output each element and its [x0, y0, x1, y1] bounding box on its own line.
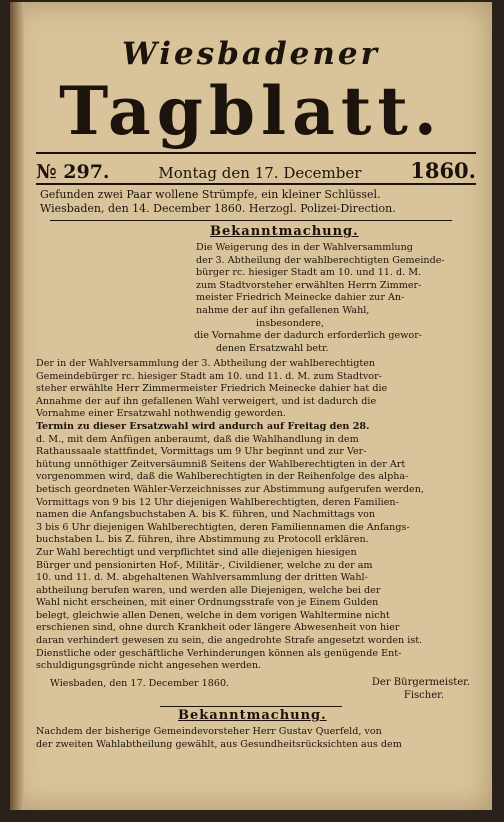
body-line: Zur Wahl berechtigt und verpflichtet sind alle diejenigen hiesigen: [36, 546, 357, 558]
body-line: d. M., mit dem Anfügen anberaumt, daß die Wahlhandlung in dem: [36, 433, 359, 445]
notice-line: Wiesbaden, den 14. December 1860. Herzogl. Polizei-Direction.: [40, 202, 396, 215]
issue-date: Montag den 17. December: [158, 164, 362, 182]
notice-line: Gefunden zwei Paar wollene Strümpfe, ein kleiner Schlüssel.: [40, 188, 381, 201]
body-line: betisch geordneten Wähler-Verzeichnisses zur Abstimmung aufgerufen werden,: [36, 483, 424, 495]
body-line: namen die Anfangsbuchstaben A. bis K. führen, und Nachmittags von: [36, 509, 376, 521]
body-line: hütung unnöthiger Zeitversäumniß Seitens der Wahlberechtigten in der Art: [36, 458, 406, 470]
notice1-subject: [196, 242, 474, 355]
body-line: Dienstliche oder geschäftliche Verhinderungen können als genügende Ent-: [36, 647, 402, 659]
body-line: Wahl nicht erscheinen, mit einer Ordnungsstrafe von je Einem Gulden: [36, 597, 379, 609]
signature-name: Fischer.: [403, 690, 444, 701]
masthead-title: Tagblatt.: [59, 72, 443, 150]
body-line: daran verhindert gewesen zu sein, die angedrohte Strafe angesetzt worden ist.: [36, 635, 423, 647]
rule-above-dateline: [36, 152, 476, 154]
subject-line: insbesondere,: [256, 317, 324, 329]
body-line: 3 bis 6 Uhr diejenigen Wahlberechtigten, deren Familiennamen die Anfangs-: [36, 521, 410, 533]
body-line: Nachdem der bisherige Gemeindevorsteher Herr Gustav Querfeld, von: [36, 726, 382, 737]
signature-title: Der Bürgermeister.: [371, 677, 470, 688]
section-divider: [50, 220, 452, 221]
notice2-heading: Bekanntmachung.: [178, 708, 327, 723]
subject-line: nahme der auf ihn gefallenen Wahl,: [196, 304, 370, 316]
body-line: steher erwählte Herr Zimmermeister Friedrich Meinecke dahier hat die: [36, 383, 388, 395]
notice2-body: [36, 726, 474, 751]
body-line: Bürger und pensionirten Hof-, Militär-, Civildiener, welche zu der am: [36, 559, 373, 571]
subject-line: meister Friedrich Meinecke dahier zur An-: [196, 292, 405, 304]
body-line: Rathaussaale stattfindet, Vormittags um 9 Uhr beginnt und zur Ver-: [36, 446, 367, 458]
subject-line: der 3. Abtheilung der wahlberechtigten Gemeinde-: [196, 254, 445, 266]
body-line: buchstaben L. bis Z. führen, ihre Abstimmung zu Protocoll erklären.: [36, 534, 369, 546]
body-line: vorgenommen wird, daß die Wahlberechtigten in der Reihenfolge des alpha-: [36, 471, 409, 483]
section-divider: [160, 706, 342, 707]
body-line: Annahme der auf ihn gefallenen Wahl verweigert, und ist dadurch die: [36, 395, 377, 407]
body-line: der zweiten Wahlabtheilung gewählt, aus Gesundheitsrücksichten aus dem: [36, 738, 402, 750]
body-line: Vormittags von 9 bis 12 Uhr diejenigen Wahlberechtigten, deren Familien-: [36, 496, 399, 508]
body-line: Der in der Wahlversammlung der 3. Abtheilung der wahlberechtigten: [36, 358, 376, 369]
issue-year: 1860.: [410, 158, 476, 183]
subject-line: die Vornahme der dadurch erforderlich gewor-: [194, 330, 423, 342]
body-line: erschienen sind, ohne durch Krankheit oder längere Abwesenheit von hier: [36, 622, 400, 634]
masthead-title-top: Wiesbadener: [122, 36, 380, 72]
body-line: Gemeindebürger rc. hiesiger Stadt am 10. und 11. d. M. zum Stadtvor-: [36, 370, 382, 382]
rule-below-dateline: [36, 183, 476, 185]
body-line: Vornahme einer Ersatzwahl nothwendig geworden.: [36, 408, 286, 420]
subject-line: Die Weigerung des in der Wahlversammlung: [196, 242, 413, 253]
dateline: [36, 158, 476, 184]
subject-line: denen Ersatzwahl betr.: [216, 342, 329, 354]
notice1-signature: [372, 676, 470, 702]
issue-number: № 297.: [36, 161, 110, 183]
body-line: schuldigungsgründe nicht angesehen werden.: [36, 660, 262, 672]
newspaper-page: [10, 2, 492, 810]
body-line: abtheilung berufen waren, und werden alle Diejenigen, welche bei der: [36, 584, 381, 596]
notice1-heading: Bekanntmachung.: [210, 224, 359, 239]
subject-line: bürger rc. hiesiger Stadt am 10. und 11. d. M.: [196, 267, 422, 279]
notice1-place-date: Wiesbaden, den 17. December 1860.: [50, 678, 230, 689]
subject-line: zum Stadtvorsteher erwählten Herrn Zimmer-: [196, 279, 422, 291]
body-line: Termin zu dieser Ersatzwahl wird andurch auf Freitag den 28.: [36, 420, 370, 432]
body-line: 10. und 11. d. M. abgehaltenen Wahlversammlung der dritten Wahl-: [36, 572, 368, 584]
lost-found-notice: [40, 188, 474, 216]
body-line: belegt, gleichwie allen Denen, welche in dem vorigen Wahltermine nicht: [36, 609, 390, 621]
notice1-body: [36, 358, 474, 673]
